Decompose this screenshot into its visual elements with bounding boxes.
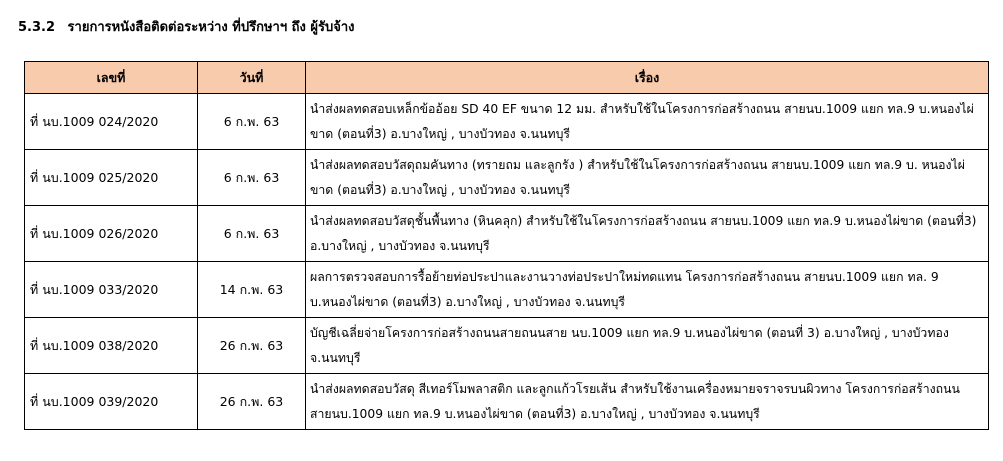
doc-date: 6 ก.พ. 63 bbox=[198, 206, 306, 262]
header-docno: เลขที่ bbox=[25, 62, 198, 94]
doc-subject: นำส่งผลทดสอบวัสดุถมคันทาง (ทรายถม และลูกรัง ) สำหรับใช้ในโครงการก่อสร้างถนน สายนบ.1009 แยก ทล.9 บ. หนองไผ่ขาด (ตอนที่3) อ.บางใหญ่ , บางบัวทอง จ.นนทบุรี bbox=[306, 150, 989, 206]
doc-date: 6 ก.พ. 63 bbox=[198, 94, 306, 150]
doc-number: ที่ นบ.1009 025/2020 bbox=[25, 150, 198, 206]
doc-subject: บัญชีเฉลี่ยจ่ายโครงการก่อสร้างถนนสายถนนสาย นบ.1009 แยก ทล.9 บ.หนองไผ่ขาด (ตอนที่ 3) อ.บางใหญ่ , บางบัวทอง จ.นนทบุรี bbox=[306, 318, 989, 374]
table-header-row bbox=[25, 62, 989, 94]
doc-date: 6 ก.พ. 63 bbox=[198, 150, 306, 206]
doc-subject: นำส่งผลทดสอบวัสดุ สีเทอร์โมพลาสติก และลูกแก้วโรยเส้น สำหรับใช้งานเครื่องหมายจราจรบนผิวทาง โครงการก่อสร้างถนน สายนบ.1009 แยก ทล.9 บ.หนองไผ่ขาด (ตอนที่3) อ.บางใหญ่ , บางบัวทอง จ.นนทบุรี bbox=[306, 374, 989, 430]
doc-subject: ผลการตรวจสอบการรื้อย้ายท่อประปาและงานวางท่อประปาใหม่ทดแทน โครงการก่อสร้างถนน สายนบ.1009 แยก ทล. 9 บ.หนองไผ่ขาด (ตอนที่3) อ.บางใหญ่ , บางบัวทอง จ.นนทบุรี bbox=[306, 262, 989, 318]
section-heading bbox=[18, 16, 355, 37]
doc-number: ที่ นบ.1009 038/2020 bbox=[25, 318, 198, 374]
table-row bbox=[25, 94, 989, 150]
doc-date: 26 ก.พ. 63 bbox=[198, 318, 306, 374]
doc-subject: นำส่งผลทดสอบวัสดุชั้นพื้นทาง (หินคลุก) สำหรับใช้ในโครงการก่อสร้างถนน สายนบ.1009 แยก ทล.9 บ.หนองไผ่ขาด (ตอนที่3) อ.บางใหญ่ , บางบัวทอง จ.นนทบุรี bbox=[306, 206, 989, 262]
section-number: 5.3.2 bbox=[18, 20, 56, 35]
header-subject: เรื่อง bbox=[306, 62, 989, 94]
doc-number: ที่ นบ.1009 039/2020 bbox=[25, 374, 198, 430]
table-row bbox=[25, 150, 989, 206]
table-row bbox=[25, 262, 989, 318]
table-row bbox=[25, 318, 989, 374]
table-row bbox=[25, 374, 989, 430]
doc-subject: นำส่งผลทดสอบเหล็กข้ออ้อย SD 40 EF ขนาด 12 มม. สำหรับใช้ในโครงการก่อสร้างถนน สายนบ.1009 แยก ทล.9 บ.หนองไผ่ขาด (ตอนที่3) อ.บางใหญ่ , บางบัวทอง จ.นนทบุรี bbox=[306, 94, 989, 150]
correspondence-table bbox=[24, 61, 989, 430]
table-row bbox=[25, 206, 989, 262]
doc-number: ที่ นบ.1009 026/2020 bbox=[25, 206, 198, 262]
doc-number: ที่ นบ.1009 033/2020 bbox=[25, 262, 198, 318]
header-date: วันที่ bbox=[198, 62, 306, 94]
doc-date: 26 ก.พ. 63 bbox=[198, 374, 306, 430]
doc-number: ที่ นบ.1009 024/2020 bbox=[25, 94, 198, 150]
section-title: รายการหนังสือติดต่อระหว่าง ที่ปรึกษาฯ ถึง ผู้รับจ้าง bbox=[67, 20, 355, 35]
doc-date: 14 ก.พ. 63 bbox=[198, 262, 306, 318]
